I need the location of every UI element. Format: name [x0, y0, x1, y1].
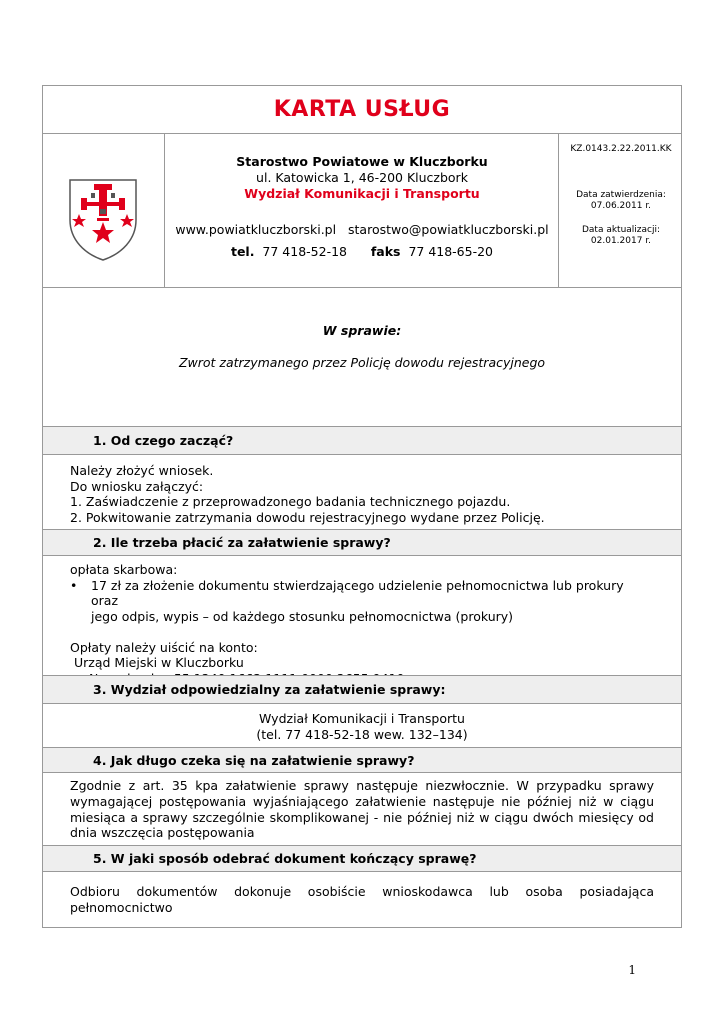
responsible-dept: Wydział Komunikacji i Transportu	[259, 711, 465, 726]
list-item: Należy złożyć wniosek.	[70, 463, 214, 478]
contact-phones	[165, 244, 559, 260]
bullet-icon: •	[70, 577, 78, 593]
org-address: ul. Katowicka 1, 46-200 Kluczbork	[256, 170, 468, 185]
tel-label: tel.	[230, 244, 255, 259]
list-item: 2. Pokwitowanie zatrzymania dowodu rejestracyjnego wydane przez Policję.	[70, 509, 545, 525]
powiat-coat-of-arms-icon	[67, 176, 139, 262]
tel-value: 77 418-52-18	[262, 244, 347, 259]
responsible-phone: (tel. 77 418-52-18 wew. 132–134)	[256, 726, 468, 742]
org-name: Starostwo Powiatowe w Kluczborku	[236, 154, 488, 169]
document-code: KZ.0143.2.22.2011.KK	[570, 144, 672, 154]
section-2-body	[70, 562, 654, 686]
section-4-heading: 4. Jak długo czeka się na załatwienie sprawy?	[43, 748, 681, 772]
card-title: KARTA USŁUG	[273, 97, 451, 122]
section-1-heading: 1. Od czego zacząć?	[43, 427, 681, 454]
office-info	[165, 134, 559, 260]
divider	[43, 287, 681, 288]
section-5-body: Odbioru dokumentów dokonuje osobiście wnioskodawca lub osoba posiadająca pełnomocnictwo	[70, 884, 654, 915]
department-name: Wydział Komunikacji i Transportu	[244, 186, 480, 201]
section-3-heading: 3. Wydział odpowiedzialny za załatwienie sprawy:	[43, 676, 681, 703]
section-3-body	[70, 711, 654, 742]
divider	[43, 871, 681, 872]
subject-block	[43, 323, 681, 370]
fax-label: faks	[370, 244, 401, 259]
section-2-heading: 2. Ile trzeba płacić za załatwienie sprawy?	[43, 530, 681, 555]
fee-item-line1: 17 zł za złożenie dokumentu stwierdzającego udzielenie pełnomocnictwa lub prokury oraz	[91, 577, 624, 608]
website-link[interactable]: www.powiatkluczborski.pl	[175, 222, 337, 237]
section-5-heading: 5. W jaki sposób odebrać dokument kończący sprawę?	[43, 846, 681, 871]
list-item: Do wniosku załączyć:	[70, 478, 204, 494]
account-label: Opłaty należy uiścić na konto:	[70, 639, 258, 655]
divider	[43, 772, 681, 773]
subject-value: Zwrot zatrzymanego przez Policję dowodu rejestracyjnego	[178, 355, 546, 370]
approval-label: Data zatwierdzenia:	[576, 190, 666, 200]
fee-item-text	[91, 578, 654, 609]
account-bank: Urząd Miejski w Kluczborku	[74, 655, 244, 670]
email-link[interactable]: starostwo@powiatkluczborski.pl	[348, 222, 549, 237]
section-4-body: Zgodnie z art. 35 kpa załatwienie sprawy następuje niezwłocznie. W przypadku sprawy wymagającej postępowania wyjaśniającego załatwienie następuje nie później niż w ciągu miesiąca a sprawy szczególnie skomplikowanej - nie później niż w ciągu dwóch miesięcy od dnia wszczęcia postępowania	[70, 778, 654, 841]
page-number: 1	[628, 963, 636, 977]
document-meta	[559, 134, 683, 247]
approval-date: 07.06.2011 r.	[590, 201, 652, 211]
fee-label: opłata skarbowa:	[70, 562, 178, 577]
fax-value: 77 418-65-20	[408, 244, 494, 259]
update-label: Data aktualizacji:	[581, 225, 661, 235]
section-1-body	[70, 463, 654, 525]
divider	[43, 703, 681, 704]
subject-label: W sprawie:	[322, 323, 402, 338]
service-card	[42, 85, 682, 928]
update-date: 02.01.2017 r.	[590, 236, 652, 246]
list-item: 1. Zaświadczenie z przeprowadzonego badania technicznego pojazdu.	[70, 494, 511, 509]
fee-item	[70, 578, 654, 609]
fee-item-line2: jego odpis, wypis – od każdego stosunku pełnomocnictwa (prokury)	[91, 608, 514, 624]
contact-web	[165, 222, 559, 238]
divider	[43, 454, 681, 455]
divider	[43, 555, 681, 556]
